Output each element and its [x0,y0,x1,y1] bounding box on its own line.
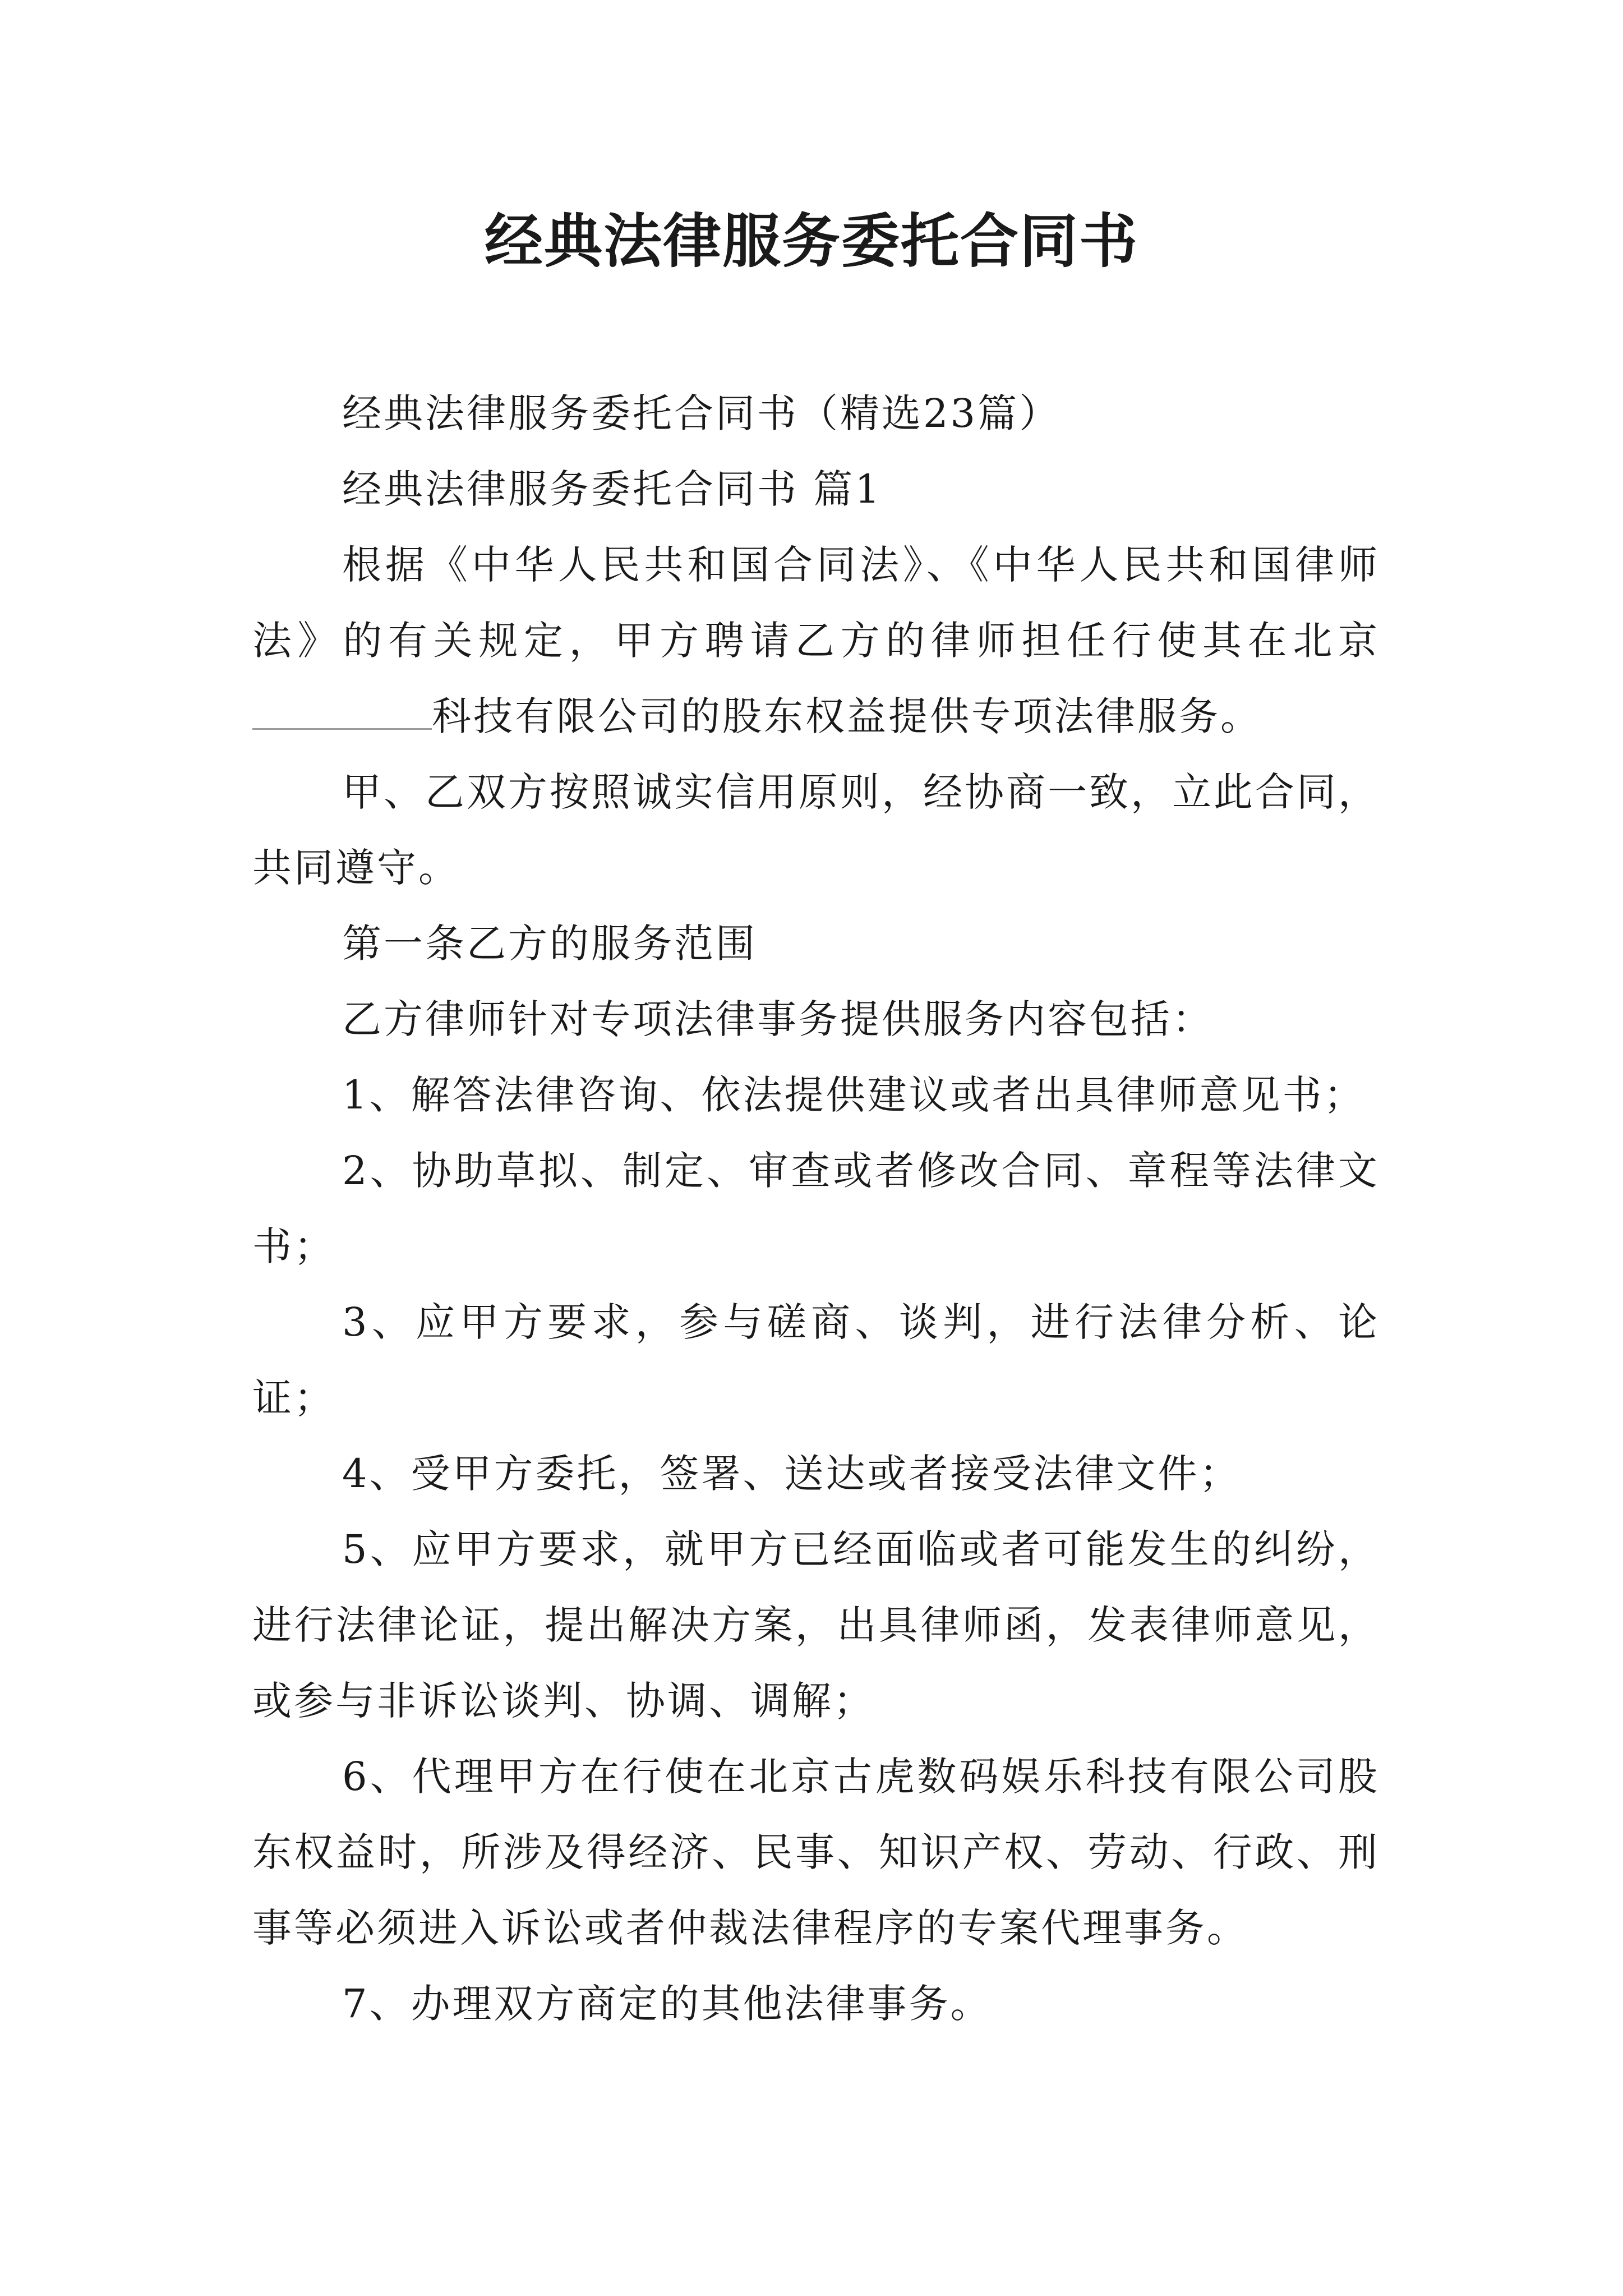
principle-paragraph: 甲、乙双方按照诚实信用原则，经协商一致，立此合同，共同遵守。 [252,769,1380,891]
document-body [252,376,1380,2042]
list-item: 5、应甲方要求，就甲方已经面临或者可能发生的纠纷，进行法律论证，提出解决方案，出具律师函，发表律师意见，或参与非诉讼谈判、协调、调解； [252,1526,1380,1724]
intro-paragraph [252,527,1380,754]
article1-heading: 第一条乙方的服务范围 [342,921,757,967]
blank-underline [252,683,432,730]
document-title: 经典法律服务委托合同书 [484,206,1138,275]
section-heading: 经典法律服务委托合同书 篇1 [342,466,882,512]
list-item: 6、代理甲方在行使在北京古虎数码娱乐科技有限公司股东权益时，所涉及得经济、民事、知识产权、劳动、行政、刑事等必须进入诉讼或者仲裁法律程序的专案代理事务。 [252,1754,1380,1951]
article1-lead: 乙方律师针对专项法律事务提供服务内容包括： [342,996,1214,1042]
list-item: 2、协助草拟、制定、审查或者修改合同、章程等法律文书； [252,1148,1380,1269]
subtitle-paragraph: 经典法律服务委托合同书（精选23篇） [342,390,1061,436]
intro-text-part1: 根据《中华人民共和国合同法》、《中华人民共和国律师法》的有关规定，甲方聘请乙方的律师担任行使其在北京 [252,542,1380,664]
list-item: 1、解答法律咨询、依法提供建议或者出具律师意见书； [342,1072,1366,1118]
list-item: 3、应甲方要求，参与磋商、谈判，进行法律分析、论证； [252,1299,1380,1421]
list-item: 4、受甲方委托，签署、送达或者接受法律文件； [342,1451,1241,1497]
intro-text-part2: 科技有限公司的股东权益提供专项法律服务。 [432,693,1262,739]
list-item: 7、办理双方商定的其他法律事务。 [342,1981,992,2027]
